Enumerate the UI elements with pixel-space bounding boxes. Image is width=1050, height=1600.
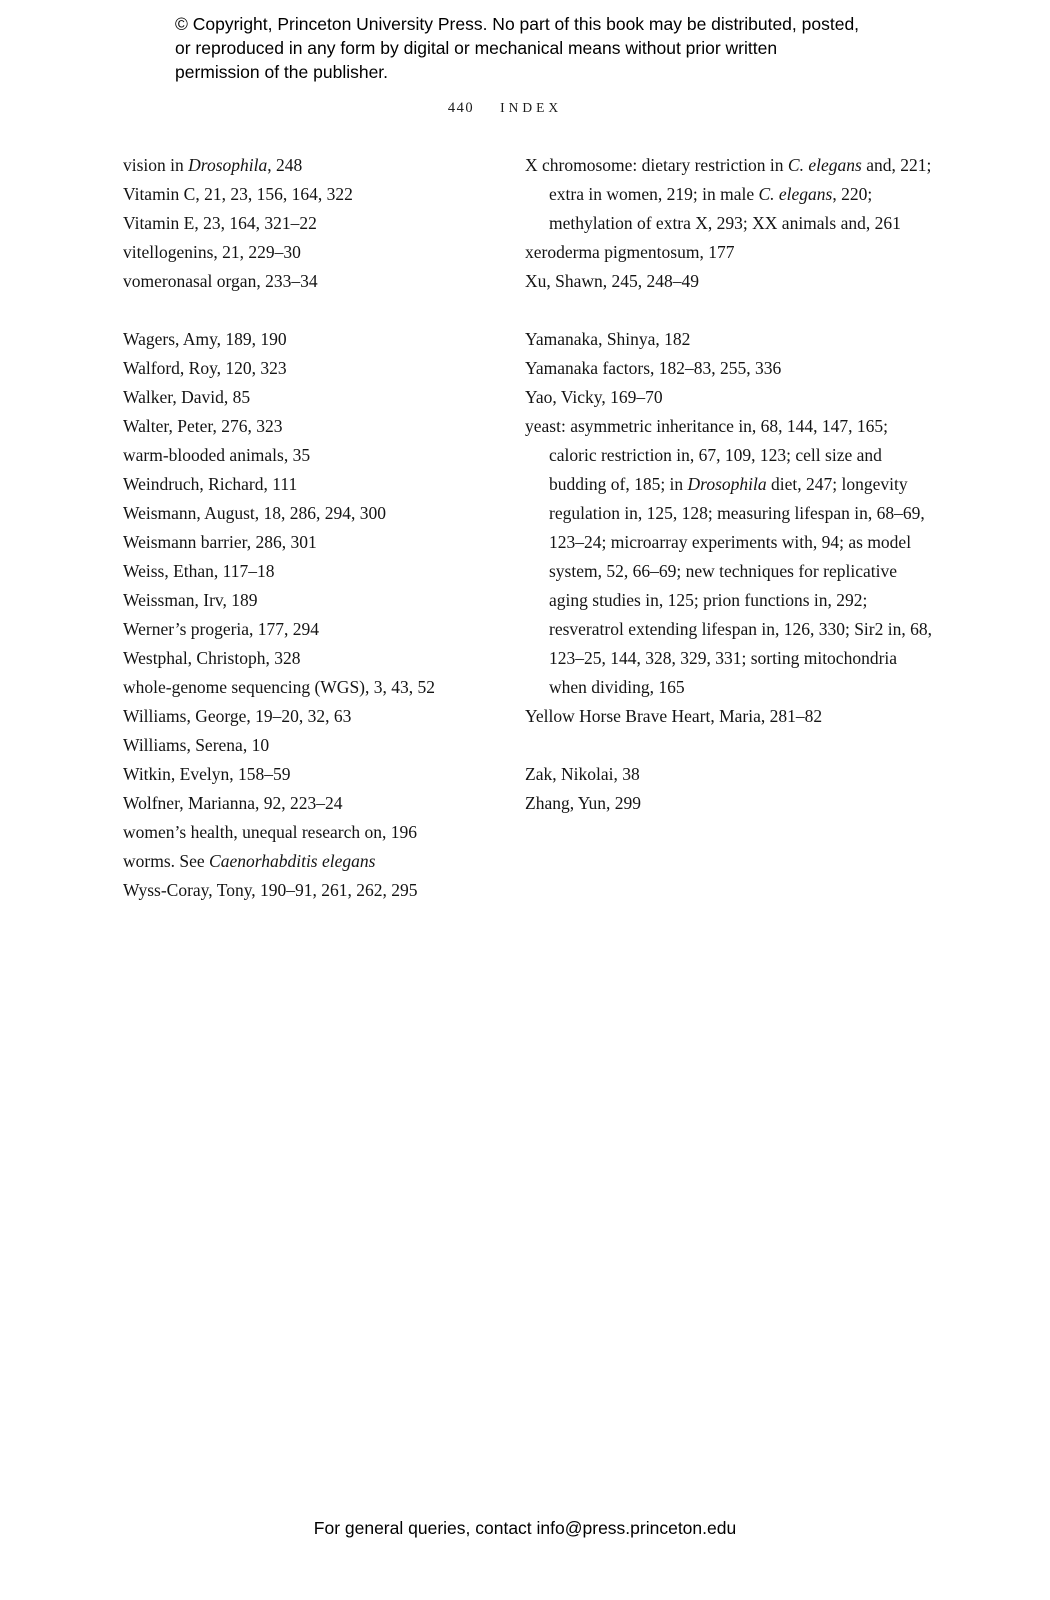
index-entry: Wyss-Coray, Tony, 190–91, 261, 262, 295: [123, 880, 418, 900]
index-entry: Weissman, Irv, 189: [123, 590, 258, 610]
index-entry: Weiss, Ethan, 117–18: [123, 561, 275, 581]
index-entry: Weismann, August, 18, 286, 294, 300: [123, 503, 387, 523]
index-entry: Vitamin E, 23, 164, 321–22: [123, 213, 317, 233]
index-entry: Yamanaka factors, 182–83, 255, 336: [525, 358, 782, 378]
copyright-notice: © Copyright, Princeton University Press. No part of this book may be distributed, posted, or reproduced in any form by digital or mechanical means without prior written permission of the publisher.: [175, 14, 860, 82]
index-entry: Walker, David, 85: [123, 387, 251, 407]
index-left-column: [123, 151, 525, 905]
index-right-column: [525, 151, 935, 905]
index-entry: X chromosome: dietary restriction in C. elegans and, 221; extra in women, 219; in male C. elegans, 220; methylation of extra X, 293; XX animals and, 261: [525, 155, 932, 233]
index-entry: Yamanaka, Shinya, 182: [525, 329, 691, 349]
index-entry: worms. See Caenorhabditis elegans: [123, 851, 376, 871]
index-entry: Yao, Vicky, 169–70: [525, 387, 663, 407]
index-entry: Williams, George, 19–20, 32, 63: [123, 706, 352, 726]
index-entry: Witkin, Evelyn, 158–59: [123, 764, 291, 784]
section-label: INDEX: [500, 100, 563, 115]
index-entry: Walford, Roy, 120, 323: [123, 358, 287, 378]
index-entry: Weismann barrier, 286, 301: [123, 532, 317, 552]
group-spacer: [525, 731, 935, 760]
index-entry: vomeronasal organ, 233–34: [123, 271, 318, 291]
index-entry: vitellogenins, 21, 229–30: [123, 242, 301, 262]
index-entry: xeroderma pigmentosum, 177: [525, 242, 735, 262]
index-entry: Vitamin C, 21, 23, 156, 164, 322: [123, 184, 353, 204]
group-spacer: [525, 296, 935, 325]
index-entry: warm-blooded animals, 35: [123, 445, 311, 465]
index-entry: Zak, Nikolai, 38: [525, 764, 640, 784]
index-entry: vision in Drosophila, 248: [123, 155, 303, 175]
index-entry: Williams, Serena, 10: [123, 735, 270, 755]
index-entry: whole-genome sequencing (WGS), 3, 43, 52: [123, 677, 436, 697]
page-number: 440: [447, 100, 475, 116]
index-entry: Yellow Horse Brave Heart, Maria, 281–82: [525, 706, 823, 726]
footer-contact-line: For general queries, contact info@press.princeton.edu: [313, 1518, 737, 1538]
index-entry: Xu, Shawn, 245, 248–49: [525, 271, 700, 291]
index-entry: Walter, Peter, 276, 323: [123, 416, 283, 436]
index-entry: Wagers, Amy, 189, 190: [123, 329, 287, 349]
index-entry: Westphal, Christoph, 328: [123, 648, 301, 668]
running-head: [0, 99, 1010, 117]
index-entry: women’s health, unequal research on, 196: [123, 822, 418, 842]
index-entry: yeast: asymmetric inheritance in, 68, 144, 147, 165; caloric restriction in, 67, 109, 123; cell size and budding of, 185; in Drosophila diet, 247; longevity regulation in, 125, 128; measuring lifespan in, 68–69, 123–24; microarray experiments with, 94; as model system, 52, 66–69; new techniques for replicative aging studies in, 125; prion functions in, 292; resveratrol extending lifespan in, 126, 330; Sir2 in, 68, 123–25, 144, 328, 329, 331; sorting mitochondria when dividing, 165: [525, 416, 932, 697]
index-body: [123, 151, 935, 905]
index-entry: Zhang, Yun, 299: [525, 793, 642, 813]
index-entry: Wolfner, Marianna, 92, 223–24: [123, 793, 343, 813]
group-spacer: [123, 296, 525, 325]
index-entry: Werner’s progeria, 177, 294: [123, 619, 320, 639]
index-entry: Weindruch, Richard, 111: [123, 474, 298, 494]
